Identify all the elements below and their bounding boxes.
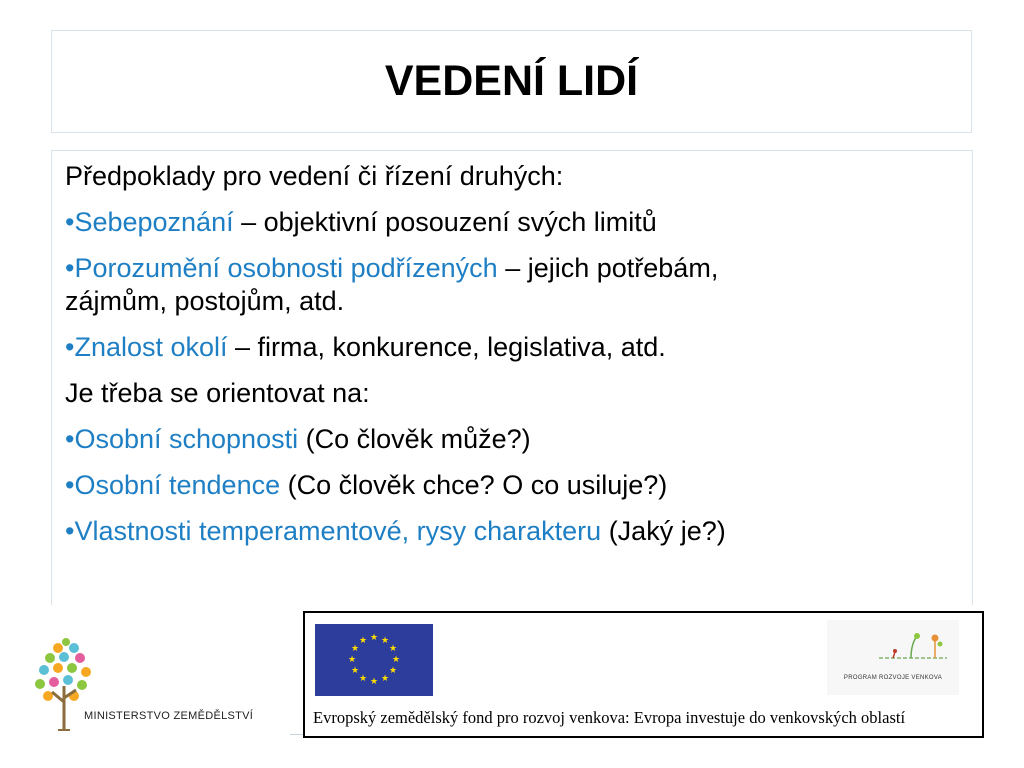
tree-icon — [35, 638, 91, 730]
program-label: PROGRAM ROZVOJE VENKOVA — [843, 675, 943, 681]
bullet-tendencies — [65, 469, 960, 502]
bullet-text: – firma, konkurence, legislativa, atd. — [227, 332, 666, 362]
content-box — [51, 150, 973, 605]
svg-text:★: ★ — [380, 674, 390, 684]
eu-banner — [303, 611, 984, 738]
svg-text:★: ★ — [388, 666, 398, 676]
ministry-tree-logo — [28, 630, 278, 740]
svg-text:★: ★ — [369, 677, 379, 687]
ministry-name: MINISTERSTVO ZEMĚDĚLSTVÍ — [84, 710, 254, 722]
bullet-text: – objektivní posouzení svých limitů — [233, 207, 657, 237]
eu-flag-icon — [315, 624, 433, 696]
bullet-abilities — [65, 423, 960, 456]
bullet-temperament — [65, 515, 960, 548]
intro-text: Předpoklady pro vedení či řízení druhých: — [65, 161, 564, 191]
orient-line — [65, 377, 960, 410]
svg-text:★: ★ — [358, 674, 368, 684]
bullet-understanding — [65, 252, 960, 285]
bullet-text: zájmům, postojům, atd. — [65, 286, 345, 316]
bullet-text: – jejich potřebám, — [497, 253, 719, 283]
svg-text:★: ★ — [380, 636, 390, 646]
svg-text:★: ★ — [391, 655, 401, 665]
bullet-keyword: •Osobní schopnosti — [65, 424, 299, 454]
svg-text:★: ★ — [369, 633, 379, 643]
bullet-keyword: •Porozumění osobnosti podřízených — [65, 253, 498, 283]
bullet-environment — [65, 331, 960, 364]
orient-text: Je třeba se orientovat na: — [65, 378, 370, 408]
bullet-text: (Co člověk může?) — [298, 424, 531, 454]
rural-development-logo — [827, 620, 959, 695]
bullet-self-knowledge — [65, 206, 960, 239]
svg-text:★: ★ — [358, 636, 368, 646]
bullet-keyword: •Osobní tendence — [65, 470, 281, 500]
bullet-text: (Co člověk chce? O co usiluje?) — [280, 470, 668, 500]
bullet-keyword: •Vlastnosti temperamentové, rysy charakteru — [65, 516, 602, 546]
bullet-understanding-cont — [65, 285, 960, 318]
bullet-keyword: •Sebepoznání — [65, 207, 234, 237]
svg-text:★: ★ — [350, 666, 360, 676]
svg-text:★: ★ — [347, 655, 357, 665]
bullet-keyword: •Znalost okolí — [65, 332, 228, 362]
intro-line — [65, 160, 960, 193]
slide-title: VEDENÍ LIDÍ — [384, 57, 639, 105]
svg-text:★: ★ — [350, 644, 360, 654]
banner-caption: Evropský zemědělský fond pro rozvoj venkova: Evropa investuje do venkovských oblastí — [313, 708, 906, 727]
bullet-text: (Jaký je?) — [601, 516, 726, 546]
rural-program-icon — [827, 620, 959, 670]
title-box — [51, 30, 972, 133]
svg-text:★: ★ — [388, 644, 398, 654]
